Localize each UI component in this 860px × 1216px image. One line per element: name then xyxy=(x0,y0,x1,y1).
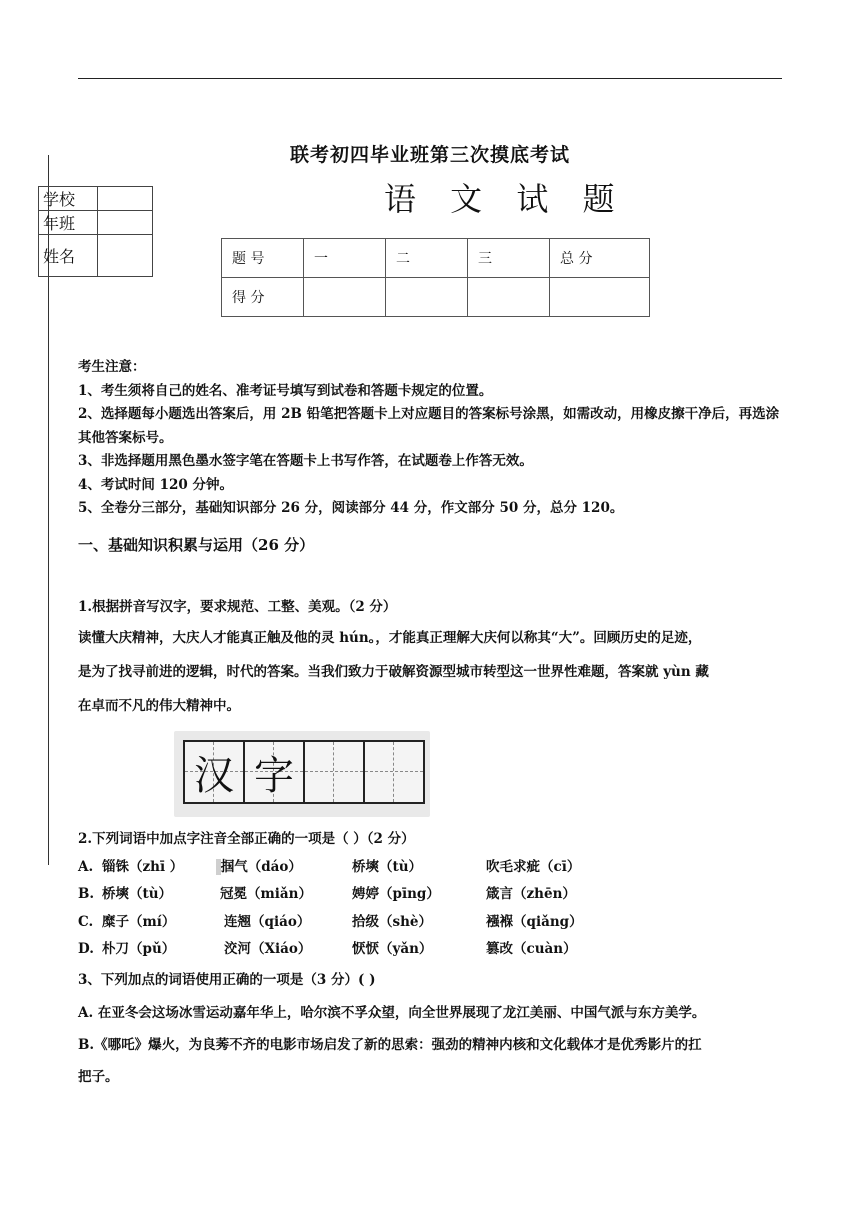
school-label: 学校 xyxy=(39,187,98,211)
option-term: 桥塽（tù） xyxy=(352,858,423,875)
option-label: D. xyxy=(78,941,94,957)
score-header-cell: 一 xyxy=(304,239,386,278)
option-term: 掴气（dáo） xyxy=(216,854,302,882)
section-heading: 一、基础知识积累与运用（26 分） xyxy=(78,536,315,554)
name-field[interactable] xyxy=(98,235,153,277)
score-cell[interactable] xyxy=(386,278,468,317)
answer-option-a[interactable]: A. 在亚冬会这场冰雪运动嘉年华上，哈尔滨不孚众望，向全世界展现了龙江美丽、中国气派与东方美学。 xyxy=(78,1005,706,1021)
score-header-cell: 三 xyxy=(468,239,550,278)
score-row-label: 得 分 xyxy=(222,278,304,317)
option-term: 朴刀（pǔ） xyxy=(102,941,176,957)
grid-cell[interactable] xyxy=(365,742,423,802)
option-row-b[interactable] xyxy=(78,881,798,909)
note-item: 1、考生须将自己的姓名、准考证号填写到试卷和答题卡规定的位置。 xyxy=(78,382,493,399)
option-term: 洨河（Xiáo） xyxy=(224,941,312,957)
question-title: 2.下列词语中加点字注音全部正确的一项是（ ）（2 分） xyxy=(78,831,415,847)
option-term: 冠冕（miǎn） xyxy=(220,886,312,902)
exam-title: 联考初四毕业班第三次摸底考试 xyxy=(289,144,570,166)
note-item: 3、非选择题用黑色墨水签字笔在答题卡上书写作答，在试题卷上作答无效。 xyxy=(78,453,533,469)
option-row-c[interactable] xyxy=(78,909,798,937)
score-header-cell: 题 号 xyxy=(222,239,304,278)
option-row-a[interactable] xyxy=(78,854,798,882)
option-term: 吹毛求疵（cī） xyxy=(486,858,581,875)
option-term: 篡改（cuàn） xyxy=(486,941,577,957)
option-label: C. xyxy=(78,913,94,930)
question-2 xyxy=(78,826,798,964)
school-field[interactable] xyxy=(98,187,153,211)
passage-line: 在卓而不凡的伟大精神中。 xyxy=(78,698,240,714)
score-cell[interactable] xyxy=(550,278,650,317)
grid-cell[interactable] xyxy=(305,742,365,802)
subject-title: 语 文 试 题 xyxy=(384,180,627,218)
notes-heading: 考生注意： xyxy=(78,359,146,375)
option-term: 拾级（shè） xyxy=(352,913,433,930)
score-header-cell: 总 分 xyxy=(550,239,650,278)
note-item: 5、全卷分三部分，基础知识部分 26 分，阅读部分 44 分，作文部分 50 分，总分 120。 xyxy=(78,500,624,516)
answer-option-b-continued: 把子。 xyxy=(78,1069,119,1085)
question-title: 1.根据拼音写汉字，要求规范、工整、美观。（2 分） xyxy=(78,599,397,615)
option-term: 连翘（qiáo） xyxy=(224,913,311,930)
option-row-d[interactable] xyxy=(78,936,798,964)
grid-char: 字 xyxy=(254,752,294,799)
option-term: 桥塽（tù） xyxy=(102,886,173,902)
grid-cell[interactable] xyxy=(185,742,245,802)
score-cell[interactable] xyxy=(304,278,386,317)
student-info-box xyxy=(38,186,153,277)
grid-cell[interactable] xyxy=(245,742,305,802)
note-item: 4、考试时间 120 分钟。 xyxy=(78,476,233,493)
option-term: 糜子（mí） xyxy=(102,913,176,930)
grid-char: 汉 xyxy=(194,752,234,799)
score-table xyxy=(221,238,650,317)
passage-line: 读懂大庆精神，大庆人才能真正触及他的灵 hún。，才能真正理解大庆何以称其“大”。回顾历史的足迹， xyxy=(78,630,702,646)
passage-line: 是为了找寻前进的逻辑，时代的答案。当我们致力于破解资源型城市转型这一世界性难题，答案就 yùn 藏 xyxy=(78,664,709,680)
score-cell[interactable] xyxy=(468,278,550,317)
question-3 xyxy=(78,966,788,1091)
question-title: 3、下列加点的词语使用正确的一项是（3 分）( ) xyxy=(78,972,376,988)
top-rule xyxy=(78,78,782,79)
option-term: 襁褓（qiǎng） xyxy=(486,913,583,930)
score-header-cell: 二 xyxy=(386,239,468,278)
answer-option-b[interactable]: B.《哪吒》爆火，为良莠不齐的电影市场启发了新的思索：强劲的精神内核和文化载体才是优秀影片的扛 xyxy=(78,1037,702,1053)
class-field[interactable] xyxy=(98,211,153,235)
note-item: 2、选择题每小题选出答案后，用 2B 铅笔把答题卡上对应题目的答案标号涂黑，如需改动，用橡皮擦干净后，再选涂其他答案标号。 xyxy=(78,406,780,446)
option-term: 娉婷（pīng） xyxy=(352,886,440,902)
name-label: 姓名 xyxy=(39,235,98,277)
class-label: 年班 xyxy=(39,211,98,235)
option-term: 恹恹（yǎn） xyxy=(352,941,433,957)
question-1 xyxy=(78,597,788,723)
option-label: B. xyxy=(78,886,95,902)
option-term: 箴言（zhēn） xyxy=(486,886,576,902)
writing-grid xyxy=(183,740,425,804)
option-label: A. xyxy=(78,858,94,875)
option-term: 锱铢（zhī ） xyxy=(102,858,184,875)
exam-notes xyxy=(78,356,788,521)
